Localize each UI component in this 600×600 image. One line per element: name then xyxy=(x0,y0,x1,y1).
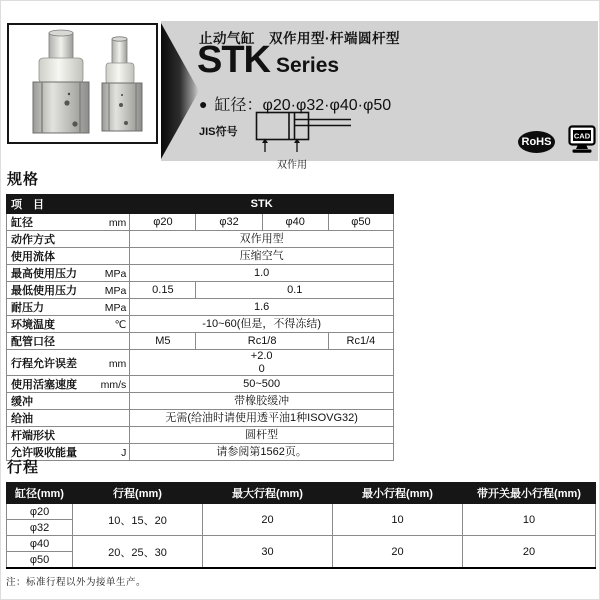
spec-row-label xyxy=(7,316,130,333)
stroke-table xyxy=(6,482,596,569)
cad-badge xyxy=(568,125,596,159)
spec-label-unit: MPa xyxy=(104,302,127,314)
stroke-note: 注：标准行程以外为接单生产。 xyxy=(6,577,147,588)
spec-value-line: 0 xyxy=(258,362,265,375)
spec-label-wrap xyxy=(7,248,129,264)
cad-text: CAD xyxy=(573,131,591,141)
spec-value-cell: 0.15 xyxy=(130,282,196,299)
stroke-bore-cell: φ50 xyxy=(7,552,73,569)
spec-label-wrap xyxy=(7,265,129,281)
stroke-value-cell: 10 xyxy=(333,504,463,536)
spec-label-text: 使用流体 xyxy=(11,251,55,263)
spec-value-cell: 1.6 xyxy=(130,299,394,316)
stroke-header-cell: 行程(mm) xyxy=(73,483,203,504)
spec-label-wrap xyxy=(7,427,129,443)
spec-label-text: 耐压力 xyxy=(11,302,44,314)
spec-row xyxy=(7,333,394,350)
stroke-row xyxy=(7,536,596,552)
cylinder-left xyxy=(33,30,89,133)
spec-label-text: 配管口径 xyxy=(11,336,55,348)
series-suffix: Series xyxy=(276,54,340,77)
spec-label-wrap xyxy=(7,410,129,426)
spec-row xyxy=(7,410,394,427)
spec-row xyxy=(7,231,394,248)
stroke-value-cell: 10 xyxy=(463,504,596,536)
stroke-value-cell: 20、25、30 xyxy=(73,536,203,569)
spec-label-unit: MPa xyxy=(104,285,127,297)
stroke-value-cell: 30 xyxy=(203,536,333,569)
spec-label-unit: J xyxy=(121,447,127,459)
stroke-header-cell: 缸径(mm) xyxy=(7,483,73,504)
spec-label-wrap xyxy=(7,214,129,230)
spec-row xyxy=(7,427,394,444)
spec-label-unit: MPa xyxy=(104,268,127,280)
arrow-icon xyxy=(161,21,201,161)
spec-row-label xyxy=(7,265,130,282)
spec-title: 规格 xyxy=(7,171,40,188)
spec-row xyxy=(7,299,394,316)
spec-row-label xyxy=(7,393,130,410)
spec-table xyxy=(6,194,394,461)
spec-header-item: 项 目 xyxy=(7,195,130,214)
rohs-label: RoHS xyxy=(521,136,552,148)
spec-value-cell: 带橡胶缓冲 xyxy=(130,393,394,410)
series-title xyxy=(197,39,339,82)
spec-label-text: 缸径 xyxy=(11,217,33,229)
spec-label-text: 缓冲 xyxy=(11,396,33,408)
spec-value-cell: 圆杆型 xyxy=(130,427,394,444)
spec-value-line: +2.0 xyxy=(250,350,273,362)
spec-label-text: 最高使用压力 xyxy=(11,268,77,280)
spec-row-label xyxy=(7,214,130,231)
header-banner xyxy=(161,21,598,171)
stroke-value-cell: 10、15、20 xyxy=(73,504,203,536)
header-subtitle: 止动气缸 双作用型·杆端圆杆型 xyxy=(199,31,400,46)
spec-value-cell: 1.0 xyxy=(130,265,394,282)
spec-value-cell: 双作用型 xyxy=(130,231,394,248)
spec-value-cell: Rc1/4 xyxy=(328,333,393,350)
spec-row-label xyxy=(7,282,130,299)
cylinder-right xyxy=(102,37,142,131)
spec-row xyxy=(7,282,394,299)
spec-value-cell: M5 xyxy=(130,333,196,350)
stroke-value-cell: 20 xyxy=(463,536,596,569)
cad-icon xyxy=(568,125,596,154)
spec-row xyxy=(7,376,394,393)
spec-label-wrap xyxy=(7,355,129,371)
spec-label-text: 使用活塞速度 xyxy=(11,379,77,391)
stroke-header-cell: 带开关最小行程(mm) xyxy=(463,483,596,504)
stroke-header-cell: 最大行程(mm) xyxy=(203,483,333,504)
spec-value-cell: Rc1/8 xyxy=(196,333,328,350)
spec-label-unit: ℃ xyxy=(114,319,127,331)
jis-symbol xyxy=(255,111,395,171)
stroke-bore-cell: φ40 xyxy=(7,536,73,552)
stroke-bore-cell: φ32 xyxy=(7,520,73,536)
stroke-bore-cell: φ20 xyxy=(7,504,73,520)
spec-label-wrap xyxy=(7,299,129,315)
product-photo-box xyxy=(7,23,158,144)
product-photo-illustration xyxy=(9,25,152,138)
spec-header-series: STK xyxy=(130,195,394,214)
spec-row-label xyxy=(7,248,130,265)
spec-value-cell: 无需(给油时请使用透平油1种ISOVG32) xyxy=(130,410,394,427)
spec-row-label xyxy=(7,333,130,350)
spec-row-label xyxy=(7,299,130,316)
rohs-badge xyxy=(518,131,555,153)
spec-label-text: 行程允许误差 xyxy=(11,357,77,370)
jis-label: JIS符号 xyxy=(199,126,238,138)
spec-label-wrap xyxy=(7,231,129,247)
jis-symbol-icon xyxy=(255,111,355,153)
spec-row-label xyxy=(7,410,130,427)
spec-row-label xyxy=(7,350,130,376)
series-name: STK xyxy=(197,39,270,81)
spec-row xyxy=(7,316,394,333)
spec-row xyxy=(7,393,394,410)
spec-label-unit: mm xyxy=(108,217,127,229)
spec-label-wrap xyxy=(7,376,129,392)
spec-row xyxy=(7,265,394,282)
stroke-section xyxy=(6,456,595,588)
spec-label-text: 动作方式 xyxy=(11,234,55,246)
spec-row xyxy=(7,350,394,376)
spec-label-wrap xyxy=(7,316,129,332)
spec-value-cell: -10~60(但是，不得冻结) xyxy=(130,316,394,333)
spec-label-wrap xyxy=(7,333,129,349)
spec-value-cell: φ32 xyxy=(196,214,262,231)
spec-label-text: 环境温度 xyxy=(11,319,55,331)
spec-label-text: 杆端形状 xyxy=(11,430,55,442)
spec-row xyxy=(7,248,394,265)
spec-label-wrap xyxy=(7,282,129,298)
spec-row-label xyxy=(7,376,130,393)
stroke-header-row xyxy=(7,483,596,504)
spec-value-cell: φ50 xyxy=(328,214,393,231)
spec-value-cell: 0.1 xyxy=(196,282,394,299)
stroke-header-cell: 最小行程(mm) xyxy=(333,483,463,504)
spec-row-label xyxy=(7,427,130,444)
spec-label-wrap xyxy=(7,393,129,409)
spec-label-text: 最低使用压力 xyxy=(11,285,77,297)
bore-text: 缸径：φ20·φ32·φ40·φ50 xyxy=(214,97,392,114)
spec-value-cell xyxy=(130,350,394,376)
spec-value-cell: φ40 xyxy=(262,214,328,231)
spec-row-label xyxy=(7,231,130,248)
spec-value-cell: 50~500 xyxy=(130,376,394,393)
spec-label-text: 允许吸收能量 xyxy=(11,447,77,459)
spec-label-text: 给油 xyxy=(11,413,33,425)
spec-section xyxy=(6,168,394,461)
spec-header-row xyxy=(7,195,394,214)
spec-label-unit: mm xyxy=(108,357,127,370)
spec-value-cell: 请参阅第1562页。 xyxy=(130,444,394,461)
spec-label-unit: mm/s xyxy=(100,379,127,391)
stroke-title: 行程 xyxy=(7,459,40,476)
bullet-icon: ● xyxy=(199,95,208,112)
stroke-value-cell: 20 xyxy=(333,536,463,569)
stroke-row xyxy=(7,504,596,520)
spec-row xyxy=(7,214,394,231)
jis-caption: 双作用 xyxy=(277,160,307,171)
spec-value-cell: 压缩空气 xyxy=(130,248,394,265)
spec-value-cell: φ20 xyxy=(130,214,196,231)
stroke-value-cell: 20 xyxy=(203,504,333,536)
